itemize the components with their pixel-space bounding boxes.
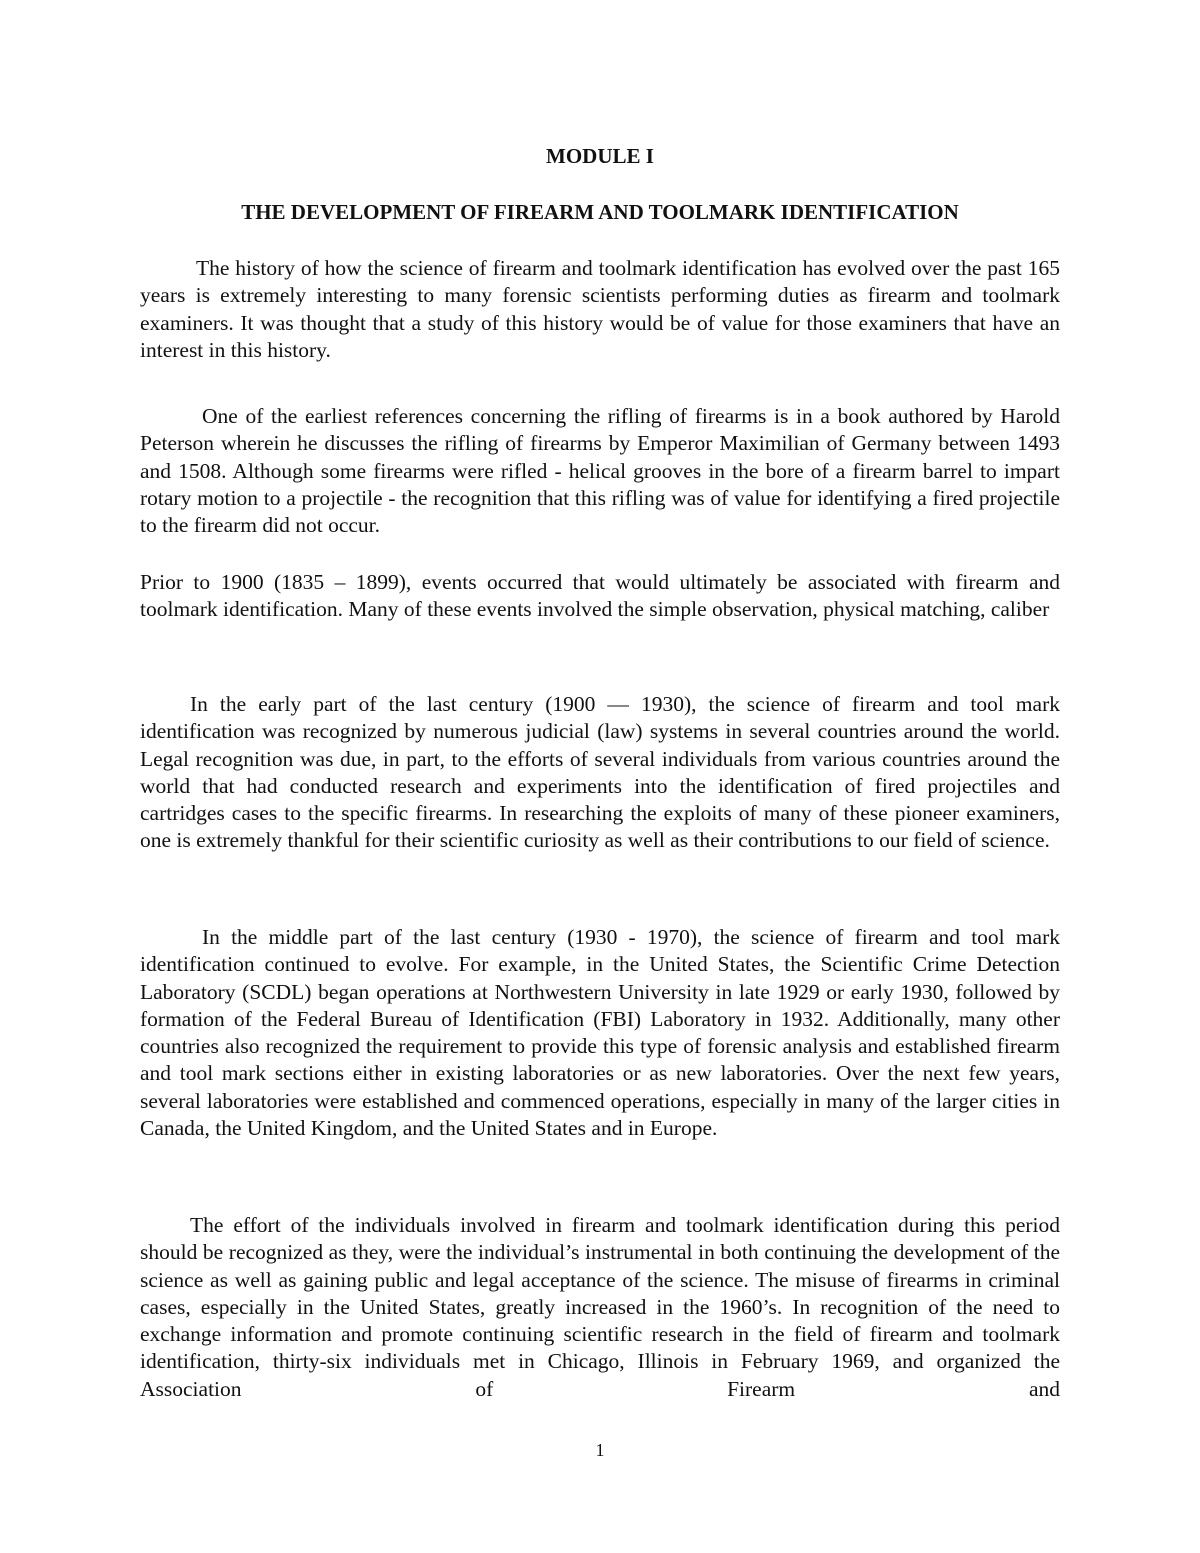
paragraph-earliest-references: One of the earliest references concerning the rifling of firearms is in a book authored by Harold Peterson wherein he discusses the rifling of firearms by Emperor Maximilian of Germany between 1493 and 1508. Although some firearms were rifled - helical grooves in the bore of a firearm barrel to impart rotary motion to a projectile - the recognition that this rifling was of value for identifying a fired projectile to the firearm did not occur. (140, 404, 1060, 538)
paragraph-individuals-effort: The effort of the individuals involved in firearm and toolmark identification during this period should be recognized as they, were the individual’s instrumental in both continuing the development of the science as well as gaining public and legal acceptance of the science. The misuse of firearms in criminal cases, especially in the United States, greatly increased in the 1960’s. In recognition of the need to exchange information and promote continuing scientific research in the field of firearm and toolmark identification, thirty-six individuals met in Chicago, Illinois in February 1969, and organized the Association of Firearm and (140, 1213, 1060, 1401)
module-title: MODULE I (546, 144, 654, 168)
page-number: 1 (595, 1440, 605, 1460)
paragraph-middle-century: In the middle part of the last century (1930 - 1970), the science of firearm and tool mark identification continued to evolve. For example, in the United States, the Scientific Crime Detection Laboratory (SCDL) began operations at Northwestern University in late 1929 or early 1930, followed by formation of the Federal Bureau of Identification (FBI) Laboratory in 1932. Additionally, many other countries also recognized the requirement to provide this type of forensic analysis and established firearm and tool mark sections either in existing laboratories or as new laboratories. Over the next few years, several laboratories were established and commenced operations, especially in many of the larger cities in Canada, the United Kingdom, and the United States and in Europe. (140, 925, 1060, 1141)
paragraph-history-intro: The history of how the science of firearm and toolmark identification has evolved over the past 165 years is extremely interesting to many forensic scientists performing duties as firearm and toolmark examiners. It was thought that a study of this history would be of value for those examiners that have an interest in this history. (140, 256, 1060, 362)
paragraph-early-century: In the early part of the last century (1900 — 1930), the science of firearm and tool mark identification was recognized by numerous judicial (law) systems in several countries around the world. Legal recognition was due, in part, to the efforts of several individuals from various countries around the world that had conducted research and experiments into the identification of fired projectiles and cartridges cases to the specific firearms. In researching the exploits of many of these pioneer examiners, one is extremely thankful for their scientific curiosity as well as their contributions to our field of science. (140, 692, 1060, 853)
paragraph-prior-1900: Prior to 1900 (1835 – 1899), events occurred that would ultimately be associated with firearm and toolmark identification. Many of these events involved the simple observation, physical matching, caliber (140, 570, 1060, 622)
document-title: THE DEVELOPMENT OF FIREARM AND TOOLMARK IDENTIFICATION (241, 200, 959, 224)
